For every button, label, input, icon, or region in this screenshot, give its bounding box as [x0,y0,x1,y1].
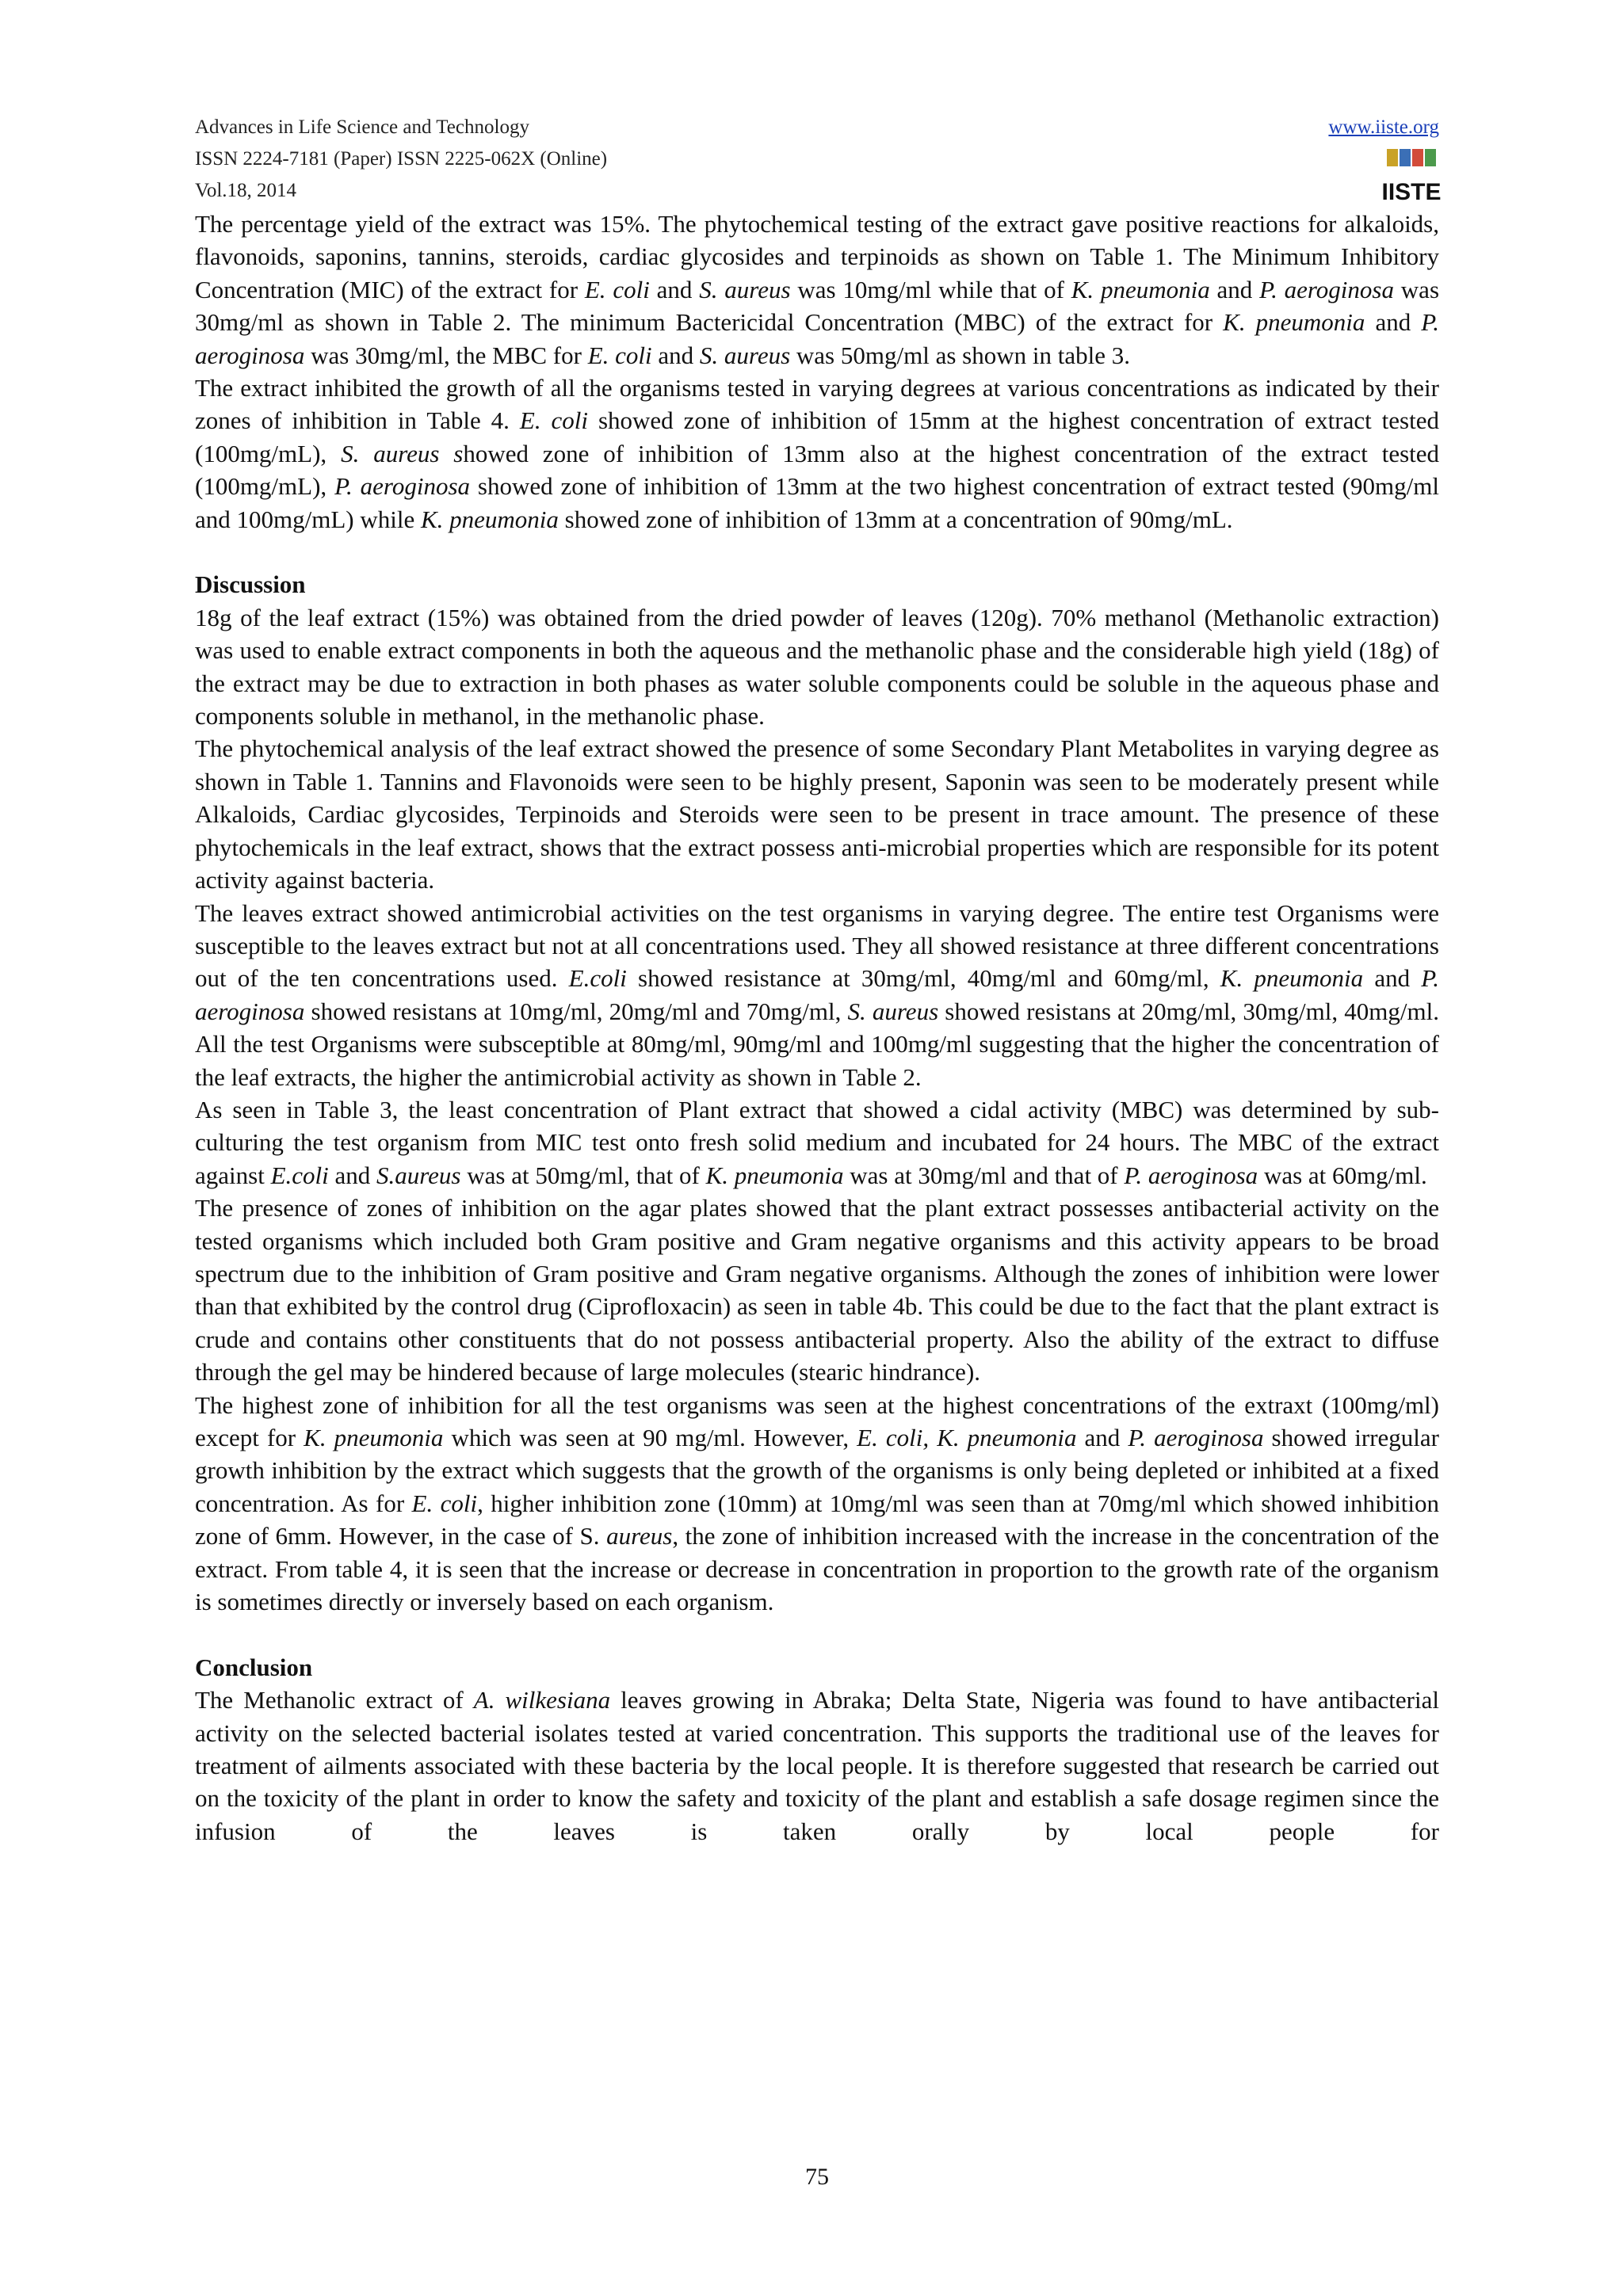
page-header [195,0,1442,208]
discussion-paragraph-3: The leaves extract showed antimicrobial activities on the test organisms in varying degree. The entire test Organisms were susceptible to the leaves extract but not at all concentrations used. They all showed resistance at three different concentrations out of the ten concentrations used. E.coli showed resistance at 30mg/ml, 40mg/ml and 60mg/ml, K. pneumonia and P. aeroginosa showed resistans at 10mg/ml, 20mg/ml and 70mg/ml, S. aureus showed resistans at 20mg/ml, 30mg/ml, 40mg/ml. All the test Organisms were subsceptible at 80mg/ml, 90mg/ml and 100mg/ml suggesting that the higher the concentration of the leaf extracts, the higher the antimicrobial activity as shown in Table 2. [195,898,1439,1091]
discussion-paragraph-6: The highest zone of inhibition for all the test organisms was seen at the highest concentrations of the extraxt (100mg/ml) except for K. pneumonia which was seen at 90 mg/ml. However, E. coli, K. pneumonia and P. aeroginosa showed irregular growth inhibition by the extract which suggests that the growth of the organisms is only being depleted or inhibited at a fixed concentration. As for E. coli, higher inhibition zone (10mm) at 10mg/ml was seen than at 70mg/ml which showed inhibition zone of 6mm. However, in the case of S. aureus, the zone of inhibition increased with the increase in the concentration of the extract. From table 4, it is seen that the increase or decrease in concentration in proportion to the growth rate of the organism is sometimes directly or inversely based on each organism. [195,1390,1439,1616]
discussion-section [195,568,1439,1618]
results-paragraph-2: The extract inhibited the growth of all the organisms tested in varying degrees at various concentrations as indicated by their zones of inhibition in Table 4. E. coli showed zone of inhibition of 15mm at the highest concentration of extract tested (100mg/mL), S. aureus showed zone of inhibition of 13mm also at the highest concentration of the extract tested (100mg/mL), P. aeroginosa showed zone of inhibition of 13mm at the two highest concentration of extract tested (90mg/ml and 100mg/mL) while K. pneumonia showed zone of inhibition of 13mm at a concentration of 90mg/mL. [195,374,1440,533]
article-body [195,208,1439,1848]
conclusion-paragraph-1: The Methanolic extract of A. wilkesiana leaves growing in Abraka; Delta State, Nigeria was found to have antibacterial activity on the selected bacterial isolates tested at varied concentration. This supports the traditional use of the leaves for treatment of ailments associated with these bacteria by the local people. It is therefore suggested that research be carried out on the toxicity of the plant in order to know the safety and toxicity of the plant and establish a safe dosage regimen since the infusion of the leaves is taken orally by local people for [195,1686,1439,1845]
journal-title: Advances in Life Science and Technology [195,116,529,138]
discussion-paragraph-4: As seen in Table 3, the least concentration of Plant extract that showed a cidal activity (MBC) was determined by sub-culturing the test organism from MIC test onto fresh solid medium and incubated for 24 hours. The MBC of the extract against E.coli and S.aureus was at 50mg/ml, that of K. pneumonia was at 30mg/ml and that of P. aeroginosa was at 60mg/ml. [195,1095,1439,1189]
issn-line: ISSN 2224-7181 (Paper) ISSN 2225-062X (Online) [195,148,608,170]
discussion-heading: Discussion [195,570,306,599]
discussion-paragraph-2: The phytochemical analysis of the leaf extract showed the presence of some Secondary Plant Metabolites in varying degree as shown in Table 1. Tannins and Flavonoids were seen to be highly present, Saponin was seen to be moderately present while Alkaloids, Cardiac glycosides, Terpinoids and Steroids were seen to be present in trace amount. The presence of these phytochemicals in the leaf extract, shows that the extract possess anti-microbial properties which are responsible for its potent activity against bacteria. [195,734,1439,894]
discussion-paragraph-5: The presence of zones of inhibition on the agar plates showed that the plant extract possesses antibacterial activity on the tested organisms which included both Gram positive and Gram negative organisms and this activity appears to be broad spectrum due to the inhibition of Gram positive and Gram negative organisms. Although the zones of inhibition were lower than that exhibited by the control drug (Ciprofloxacin) as seen in table 4b. This could be due to the fact that the plant extract is crude and contains other constituents that do not possess antibacterial property. Also the ability of the extract to diffuse through the gel may be hindered because of large molecules (stearic hindrance). [195,1194,1439,1386]
conclusion-section [195,1651,1439,1848]
discussion-paragraph-1: 18g of the leaf extract (15%) was obtained from the dried powder of leaves (120g). 70% methanol (Methanolic extraction) was used to enable extract components in both the aqueous and the methanolic phase and the considerable high yield (18g) of the extract may be due to extraction in both phases as water soluble components could be soluble in the aqueous phase and components soluble in methanol, in the methanolic phase. [195,603,1439,730]
website-link[interactable]: www.iiste.org [1328,116,1439,138]
logo-text: IISTE [1381,179,1442,205]
volume-line: Vol.18, 2014 [195,180,297,201]
conclusion-heading: Conclusion [195,1653,313,1681]
page-number: 75 [805,2164,829,2190]
results-paragraph-1: The percentage yield of the extract was 15%. The phytochemical testing of the extract gave positive reactions for alkaloids, flavonoids, saponins, tannins, steroids, cardiac glycosides and terpinoids as shown on Table 1. The Minimum Inhibitory Concentration (MIC) of the extract for E. coli and S. aureus was 10mg/ml while that of K. pneumonia and P. aeroginosa was 30mg/ml as shown in Table 2. The minimum Bactericidal Concentration (MBC) of the extract for K. pneumonia and P. aeroginosa was 30mg/ml, the MBC for E. coli and S. aureus was 50mg/ml as shown in table 3. [195,210,1440,369]
page [195,0,1442,2190]
results-section [195,208,1439,536]
iiste-logo-icon [1381,147,1442,206]
